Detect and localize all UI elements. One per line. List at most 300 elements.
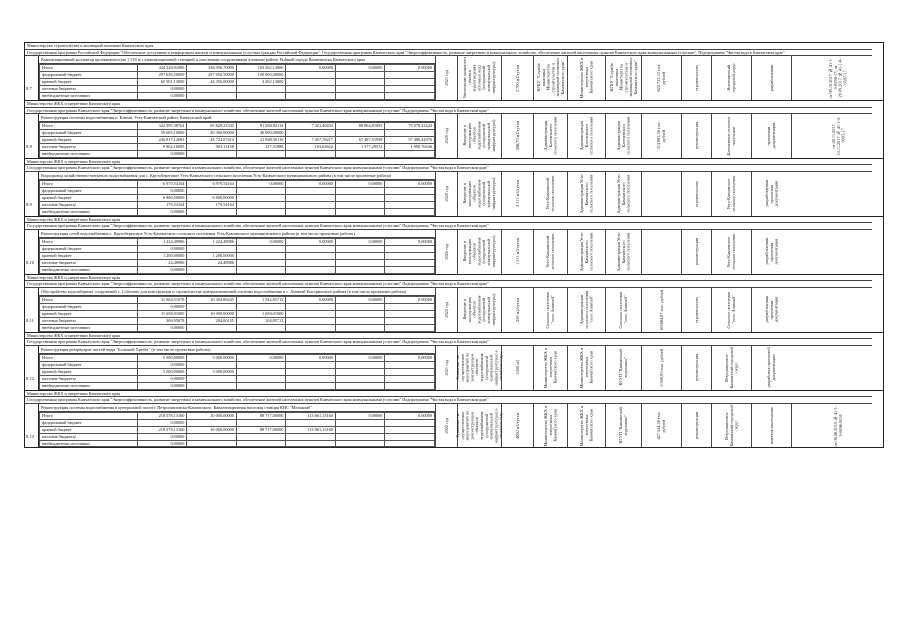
funding-source-label: федеральный бюджет	[40, 361, 138, 368]
attribute-column	[533, 114, 568, 158]
financing-value: 9 862,16085	[137, 144, 187, 151]
attribute-column	[751, 346, 792, 390]
financing-value	[286, 368, 336, 375]
attribute-text: КГКУ "Служба заказчика Министерства строительства и жилищной политики Камчатского края"	[608, 58, 638, 98]
financing-value: 59 685,10000	[137, 130, 187, 137]
attribute-text: Администрация Усть-Камчатского сельского поселения	[578, 173, 594, 214]
attribute-text: Министерство ЖКХ и энергетики Камчатского края	[578, 347, 594, 389]
financing-value	[385, 259, 435, 266]
financing-row	[40, 419, 435, 426]
funding-source-label: местные бюджеты	[40, 317, 138, 324]
attribute-column	[681, 172, 712, 216]
financing-table	[39, 354, 435, 390]
financing-value: 1 658,01000	[236, 310, 286, 317]
ministry-header: Министерство ЖКХ и энергетики Камчатского края	[25, 391, 872, 398]
financing-value	[187, 150, 237, 157]
funding-source-label: краевой бюджет	[40, 310, 138, 317]
financing-value	[335, 246, 385, 253]
funding-source-label: Итого	[40, 65, 138, 72]
financing-row	[40, 426, 435, 433]
attribute-column	[641, 346, 682, 390]
financing-row	[40, 188, 435, 195]
financing-row	[40, 137, 435, 144]
financing-value	[236, 188, 286, 195]
financing-value	[335, 195, 385, 202]
funding-source-label: внебюджетные источники	[40, 150, 138, 157]
funding-source-label: внебюджетные источники	[40, 208, 138, 215]
financing-value	[286, 150, 336, 157]
financing-value	[236, 201, 286, 208]
attribute-text: Сельское поселение "село Анавгай"	[618, 291, 628, 329]
funding-source-label: Итого	[40, 412, 138, 419]
object-description: Реконструкция системы водоснабжения п. Ключи, Усть-Камчатский район, Камчатский край	[39, 114, 435, 122]
financing-value: 5 000,00000	[137, 368, 187, 375]
financing-value	[286, 72, 336, 79]
financing-value: 0,00000	[286, 181, 336, 188]
item-number: 8.9	[26, 202, 32, 208]
attribute-column	[711, 56, 752, 100]
attribute-text: Усть-Камчатский сельское поселение	[545, 175, 555, 212]
financing-value	[236, 266, 286, 273]
financing-value	[385, 201, 435, 208]
financing-value: 336 956,70000	[187, 65, 237, 72]
attribute-column	[533, 230, 568, 274]
financing-row	[40, 361, 435, 368]
financing-value: 0,00000	[137, 150, 187, 157]
program-header: Государственная программа Камчатского края "Энергоэффективность, развитие энергетики и коммунального хозяйства, обеспечение жителей населенных пунктов Камчатского края коммунальными услугами" Подпрограмма "Чистая вода в Камчатском крае"	[25, 281, 872, 288]
item-number: 8.10	[26, 259, 35, 265]
funding-source-label: краевой бюджет	[40, 426, 138, 433]
financing-row	[40, 382, 435, 389]
financing-value	[335, 303, 385, 310]
attribute-text: от 28.11.2017, 10.11.2017 № 41-1-5-0093-17	[830, 116, 846, 156]
financing-table	[39, 64, 435, 100]
financing-value: 1 990,76446	[385, 144, 435, 151]
funding-source-label: Итого	[40, 355, 138, 362]
financing-value: 0,00000	[137, 266, 187, 273]
financing-value	[385, 426, 435, 433]
financing-value	[286, 310, 336, 317]
funding-source-label: федеральный бюджет	[40, 188, 138, 195]
financing-value	[385, 252, 435, 259]
object-attributes	[435, 172, 883, 216]
attribute-column	[567, 404, 606, 448]
financing-value	[385, 188, 435, 195]
financing-value	[286, 86, 336, 93]
funding-source-label: внебюджетные источники	[40, 266, 138, 273]
attribute-text: Введение в эксплуатацию объектов водоснабжения (сооружений коммунальной инфраструктуры)	[462, 177, 496, 210]
attribute-text: Администрация Усть-Камчатского сельского поселения	[578, 231, 594, 272]
funding-source-label: краевой бюджет	[40, 137, 138, 144]
funding-source-label: Итого	[40, 181, 138, 188]
attribute-column	[751, 172, 792, 216]
funding-source-label: внебюджетные источники	[40, 382, 138, 389]
financing-value: 297 656,50000	[187, 72, 237, 79]
financing-value: 6 979,54164	[137, 181, 187, 188]
financing-value: 104,85713	[236, 317, 286, 324]
financing-value: 0,00000	[385, 239, 435, 246]
financing-value	[286, 79, 336, 86]
financing-value	[187, 382, 237, 389]
financing-value	[236, 368, 286, 375]
ministry-header: Министерство строительства и жилищной политики Камчатского края	[25, 43, 872, 50]
financing-table	[39, 296, 435, 332]
financing-value	[335, 440, 385, 447]
financing-value: 79 079,22424	[385, 123, 435, 130]
attribute-text: 3 700 м3/сутки	[514, 64, 520, 92]
attribute-column	[533, 172, 568, 216]
financing-value	[236, 419, 286, 426]
financing-block	[38, 56, 435, 100]
financing-value	[385, 375, 435, 382]
attribute-column	[501, 114, 534, 158]
financing-value: 1 224,48986	[137, 239, 187, 246]
section-body	[25, 288, 883, 332]
attribute-column	[435, 172, 458, 216]
financing-value	[187, 93, 237, 100]
attribute-text: Министерство ЖКХ и энергетики Камчатского края	[578, 57, 594, 99]
attribute-text: Усть-Камчатский сельское поселение	[545, 233, 555, 270]
financing-row	[40, 239, 435, 246]
attribute-column	[751, 288, 792, 332]
financing-value: 0,00000	[385, 65, 435, 72]
financing-value	[187, 433, 237, 440]
financing-row	[40, 310, 435, 317]
financing-value	[236, 150, 286, 157]
financing-row	[40, 130, 435, 137]
attribute-column	[567, 56, 606, 100]
attribute-column	[533, 56, 568, 100]
financing-value: 24,48986	[187, 259, 237, 266]
financing-value: 0,00000	[137, 375, 187, 382]
funding-source-label: внебюджетные источники	[40, 324, 138, 331]
financing-row	[40, 208, 435, 215]
funding-source-label: федеральный бюджет	[40, 246, 138, 253]
ministry-header: Министерство ЖКХ и энергетики Камчатского края	[25, 159, 872, 166]
attribute-column	[641, 56, 682, 100]
financing-value: 6 979,54164	[187, 181, 237, 188]
attribute-text: Введение в эксплуатацию объектов водоснабжения (сооружений коммунальной инфраструктуры)	[462, 119, 496, 152]
financing-value: 0,00000	[137, 86, 187, 93]
financing-value	[187, 375, 237, 382]
financing-value: 0,00000	[236, 355, 286, 362]
financing-value: 57 486,42976	[385, 137, 435, 144]
financing-value: 88 717,00000	[236, 426, 286, 433]
financing-value: 179,54164	[137, 201, 187, 208]
financing-value	[187, 419, 237, 426]
financing-value: 0,00000	[385, 355, 435, 362]
financing-row	[40, 144, 435, 151]
financing-value: 0,00000	[137, 324, 187, 331]
attribute-column	[605, 114, 642, 158]
object-description: Водопровод хозяйственно-питьевого водоснабжения для с. Крутобереговое Усть-Камчатского сельского поселения Усть-Камчатского муниципального района (в том числе проектные работы)	[39, 172, 435, 180]
financing-value	[335, 317, 385, 324]
funding-source-label: местные бюджеты	[40, 144, 138, 151]
financing-value	[236, 440, 286, 447]
financing-value	[335, 433, 385, 440]
attribute-column	[681, 114, 712, 158]
attribute-text: 586,70 м3/сутки	[514, 121, 520, 151]
financing-row	[40, 375, 435, 382]
attribute-column	[457, 404, 502, 448]
funding-source-label: федеральный бюджет	[40, 303, 138, 310]
financing-value	[187, 303, 237, 310]
ministry-header: Министерство ЖКХ и энергетики Камчатского края	[25, 101, 872, 108]
financing-row	[40, 259, 435, 266]
attribute-text: 427 554,16 тыс. рублей	[656, 411, 666, 440]
attribute-text: 2022 год	[443, 417, 449, 434]
attribute-text: реконструкция	[693, 122, 699, 150]
financing-value	[385, 324, 435, 331]
item-number: 8.13	[26, 433, 35, 439]
funding-source-label: федеральный бюджет	[40, 419, 138, 426]
program-header: Государственная программа Камчатского края "Энергоэффективность, развитие энергетики и коммунального хозяйства, обеспечение жителей населенных пунктов Камчатского края коммунальными услугами" Подпрограмма "Чистая вода в Камчатском крае"	[25, 397, 872, 404]
financing-value: 204,00155	[187, 317, 237, 324]
section-body	[25, 346, 883, 390]
attribute-text: от 09.10.2017 № 41-1-5-0394-17; от 29.09.2017 № 41-1-6-0597-17	[828, 57, 848, 99]
financing-row	[40, 252, 435, 259]
attribute-column	[751, 230, 792, 274]
attribute-text: 2020 год	[443, 128, 449, 144]
attribute-column	[435, 56, 458, 100]
object-description: Канализационный коллектор протяженностью 1 518 м с канализационной станцией и очистными сооружениями в южном районе Рыбный города Вилючинска Камчатского края	[39, 56, 435, 64]
attribute-column	[681, 346, 712, 390]
financing-value: 0,00000	[137, 361, 187, 368]
attribute-text: 2020 год	[443, 186, 449, 202]
attribute-column	[791, 404, 886, 448]
financing-value	[335, 79, 385, 86]
financing-value	[187, 86, 237, 93]
attribute-text: 4000 м3/сутки	[514, 412, 520, 439]
attribute-column	[791, 114, 886, 158]
financing-value: 11 658,01000	[137, 310, 187, 317]
attribute-column	[681, 404, 712, 448]
attribute-text: КГКУ "Служба заказчика Министерства строительства и жилищной политики Камчатского края"	[535, 58, 565, 98]
financing-block	[38, 172, 435, 216]
attribute-column	[711, 114, 752, 158]
program-header: Государственная программа Камчатского края "Энергоэффективность, развитие энергетики и коммунального хозяйства, обеспечение жителей населенных пунктов Камчатского края коммунальными услугами" Подпрограмма "Чистая вода в Камчатском крае"	[25, 165, 872, 172]
financing-value: 20 300,00000	[187, 130, 237, 137]
financing-value	[236, 208, 286, 215]
project-section	[24, 42, 884, 101]
financing-value: 322 395,38764	[137, 123, 187, 130]
financing-value	[335, 201, 385, 208]
financing-value: 0,00000	[385, 297, 435, 304]
financing-row	[40, 86, 435, 93]
funding-source-label: местные бюджеты	[40, 375, 138, 382]
attribute-column	[533, 288, 568, 332]
item-number: 8.8	[26, 144, 32, 150]
financing-value: 11 964,51678	[137, 297, 187, 304]
financing-value	[385, 310, 435, 317]
attribute-text: Ключевское сельское поселение	[726, 116, 736, 156]
attribute-column	[501, 230, 534, 274]
attribute-text: 1000 м3	[514, 360, 520, 375]
attribute-text: 622 733,10 тыс. рублей	[656, 63, 666, 93]
financing-value: 3 202,13000	[236, 79, 286, 86]
attribute-column	[641, 114, 682, 158]
attribute-text: разработанная	[768, 64, 774, 92]
attribute-text: разработанная проектная документация	[763, 296, 779, 323]
object-attributes	[435, 346, 883, 390]
financing-value: 1 200,00000	[137, 252, 187, 259]
financing-value	[335, 259, 385, 266]
financing-value: 21 848,50116	[236, 137, 286, 144]
financing-value: 0,00000	[385, 181, 435, 188]
attribute-column	[501, 56, 534, 100]
object-attributes	[435, 230, 883, 274]
attribute-text: разработка проектной документации	[766, 347, 776, 388]
financing-value: 444 228,01000	[137, 65, 187, 72]
financing-value	[236, 86, 286, 93]
financing-value: 16 000,00000	[187, 426, 237, 433]
object-description: Реконструкция системы водоснабжения в центральной части г. Петропавловска-Камчатского. Канализационная насосная станция КНС "Мелькомб"	[39, 404, 435, 412]
financing-value: 0,00000	[335, 239, 385, 246]
financing-value	[385, 440, 435, 447]
section-body	[25, 114, 883, 158]
financing-block	[38, 404, 435, 448]
financing-value: 218 578,13160	[137, 426, 187, 433]
financing-value	[335, 86, 385, 93]
financing-value: 0,00000	[137, 246, 187, 253]
attribute-column	[501, 346, 534, 390]
financing-row	[40, 181, 435, 188]
attribute-column	[457, 56, 502, 100]
attribute-text: Сельское поселение "село Анавгай"	[545, 291, 555, 329]
financing-block	[38, 288, 435, 332]
financing-row	[40, 303, 435, 310]
financing-value	[385, 86, 435, 93]
financing-value: 246 817,12683	[137, 137, 187, 144]
financing-value: 7 457,78217	[286, 137, 336, 144]
financing-value	[385, 303, 435, 310]
financing-value: 1 377,29572	[335, 144, 385, 151]
financing-value	[286, 195, 336, 202]
financing-value	[286, 440, 336, 447]
financing-value	[236, 252, 286, 259]
attribute-column	[605, 288, 642, 332]
financing-value	[286, 303, 336, 310]
attribute-text: строительство	[693, 64, 699, 92]
attribute-column	[435, 230, 458, 274]
financing-value	[236, 93, 286, 100]
financing-value: 6 800,00000	[187, 195, 237, 202]
attribute-column	[605, 172, 642, 216]
financing-value	[385, 246, 435, 253]
financing-value: 0,00000	[335, 181, 385, 188]
attribute-column	[533, 404, 568, 448]
financing-value: 218 578,13160	[137, 412, 187, 419]
financing-block	[38, 114, 435, 158]
financing-value	[385, 195, 435, 202]
financing-value: 0,00000	[137, 93, 187, 100]
financing-value	[335, 252, 385, 259]
project-section	[24, 275, 884, 333]
attribute-text: реконструкция	[693, 354, 699, 382]
document-table	[24, 42, 884, 448]
attribute-text: 1 311 м3/сутки	[514, 238, 520, 266]
financing-value: 1 542,85713	[236, 297, 286, 304]
financing-value	[335, 150, 385, 157]
financing-value	[236, 303, 286, 310]
attribute-text: Сельское поселение "село Анавгай"	[726, 291, 736, 329]
attribute-column	[567, 346, 606, 390]
attribute-text: Петропавловск-Камчатский городской округ	[723, 346, 739, 389]
attribute-text: 5 000,00 тыс. рублей	[658, 348, 664, 387]
ministry-header: Министерство ЖКХ и энергетики Камчатского края	[25, 217, 872, 224]
financing-value	[385, 419, 435, 426]
financing-row	[40, 246, 435, 253]
financing-value	[335, 361, 385, 368]
attribute-column	[641, 288, 682, 332]
attribute-text: Введение в эксплуатацию объектов водоснабжения (сооружений коммунальной инфраструктуры)	[462, 293, 496, 326]
attribute-text: Введение в эксплуатацию объектов водоснабжения (сооружений коммунальной инфраструктуры)	[462, 235, 496, 268]
funding-source-label: местные бюджеты	[40, 201, 138, 208]
financing-value	[385, 72, 435, 79]
financing-row	[40, 123, 435, 130]
attribute-column	[605, 230, 642, 274]
attribute-text: 2 311 м3/сутки	[514, 180, 520, 208]
financing-value: 24,48986	[137, 259, 187, 266]
attribute-column	[567, 288, 606, 332]
financing-value	[335, 93, 385, 100]
financing-value	[236, 382, 286, 389]
financing-row	[40, 72, 435, 79]
item-number: 8.12	[26, 375, 35, 381]
financing-value	[187, 266, 237, 273]
attribute-text: разработанная проектная документация	[763, 180, 779, 208]
financing-row	[40, 195, 435, 202]
financing-value	[187, 208, 237, 215]
financing-row	[40, 93, 435, 100]
attribute-text: Петропавловск-Камчатский городской округ	[723, 404, 739, 447]
financing-value: 0,00000	[236, 239, 286, 246]
financing-value: 10 304,06245	[187, 297, 237, 304]
financing-value	[187, 188, 237, 195]
financing-value	[335, 130, 385, 137]
financing-value: 5 000,00000	[187, 368, 237, 375]
attribute-text: 2021 год	[443, 359, 449, 376]
financing-value	[385, 79, 435, 86]
financing-row	[40, 324, 435, 331]
financing-value	[286, 266, 336, 273]
section-body	[25, 172, 883, 216]
financing-value	[335, 266, 385, 273]
attribute-column	[501, 288, 534, 332]
financing-value: 65 501,13000	[137, 79, 187, 86]
financing-value	[236, 195, 286, 202]
financing-value: 306,95678	[137, 317, 187, 324]
attribute-text: строительство	[693, 180, 699, 208]
financing-value: 65 828,22332	[187, 123, 237, 130]
attribute-text: 2021 год	[443, 70, 449, 86]
attribute-text: КГУП "Камчатский водоканал"	[618, 407, 628, 444]
financing-value	[187, 361, 237, 368]
financing-row	[40, 433, 435, 440]
financing-value	[286, 324, 336, 331]
financing-value: 0,00000	[335, 412, 385, 419]
financing-value	[286, 208, 336, 215]
financing-value	[286, 433, 336, 440]
financing-value: 163,62622	[286, 144, 336, 151]
attribute-text: Снижение на осуществление мероприятий по реконструкции объектов водоснабжения (сооружений коммунальной инфраструктуры) в отчетном году	[455, 408, 504, 444]
financing-value	[335, 188, 385, 195]
financing-value: 40 000,00000	[236, 130, 286, 137]
financing-table	[39, 238, 435, 274]
attribute-column	[605, 346, 642, 390]
attribute-column	[435, 288, 458, 332]
financing-value	[385, 93, 435, 100]
